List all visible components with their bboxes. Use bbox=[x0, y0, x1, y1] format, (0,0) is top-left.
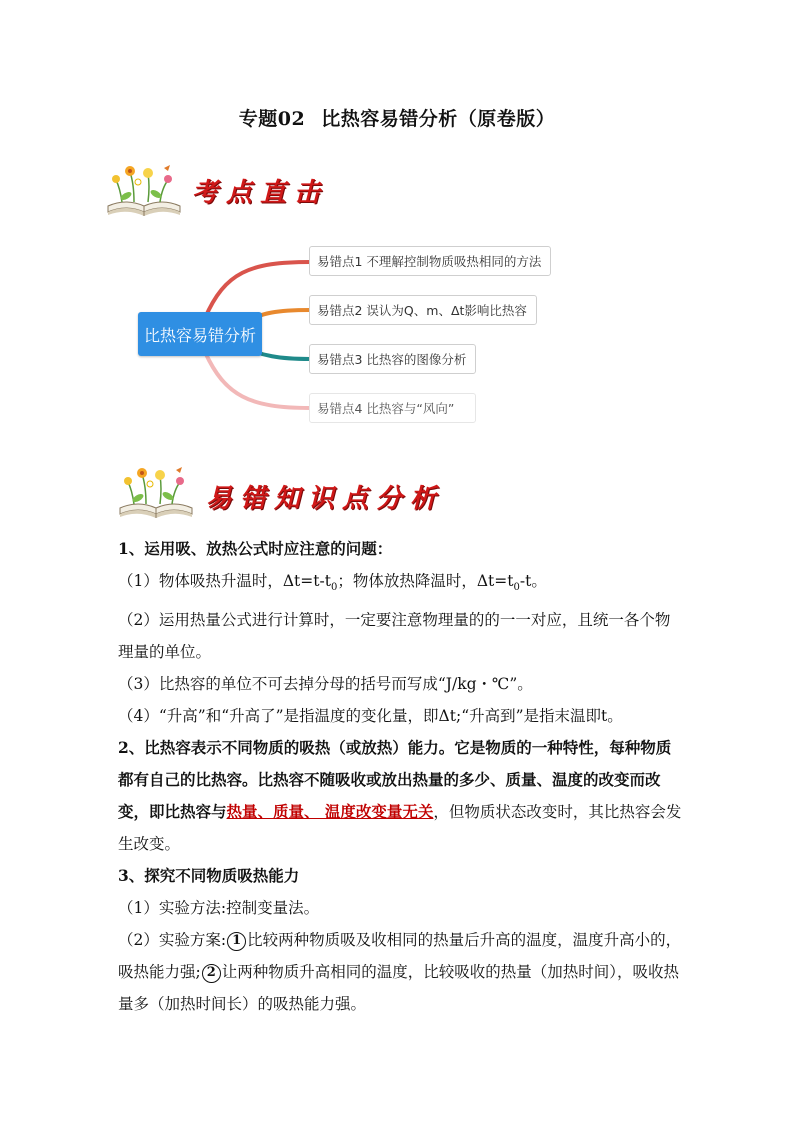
point-3-item-1: （1）实验方法:控制变量法。 bbox=[118, 899, 320, 918]
topic-title: 比热容易错分析（原卷版） bbox=[321, 108, 556, 130]
point-1-item-3: （3）比热容的单位不可去掉分母的括号而写成“J/kg・℃”。 bbox=[118, 675, 533, 694]
point-3-item-2: （2）实验方案: 1 比较两种物质吸及收相同的热量后升高的温度，温度升高小的，吸热能力强; 2 让两种物质升高相同的温度，比较吸收的热量（加热时间），吸收热量多（加热时间长）的吸热能力强。 bbox=[118, 931, 682, 1014]
mindmap-branch-4: 易错点4 比热容与“风向” bbox=[309, 393, 476, 423]
mindmap-branch-2: 易错点2 误认为Q、m、Δt影响比热容 bbox=[309, 295, 537, 325]
open-book-flowers-icon bbox=[116, 464, 196, 520]
circled-number-1: 1 bbox=[227, 932, 246, 951]
content-body bbox=[118, 533, 684, 1020]
point-1-item-4: （4）“升高”和“升高了”是指温度的变化量，即Δt;“升高到”是指末温即t。 bbox=[118, 707, 623, 726]
section-title: 考点直击 bbox=[192, 178, 329, 208]
point-1-item-2: （2）运用热量公式进行计算时，一定要注意物理量的的一一对应，且统一各个物理量的单位。 bbox=[118, 611, 671, 662]
topic-number: 专题02 bbox=[238, 108, 306, 130]
section-title: 易错知识点分析 bbox=[206, 484, 445, 514]
mindmap-branch-3: 易错点3 比热容的图像分析 bbox=[309, 344, 476, 374]
mindmap-root: 比热容易错分析 bbox=[138, 312, 262, 356]
highlight-text: 热量、质量、 温度改变量无关 bbox=[226, 802, 434, 822]
mindmap-branch-1: 易错点1 不理解控制物质吸热相同的方法 bbox=[309, 246, 551, 276]
mindmap-connectors bbox=[0, 0, 794, 460]
point-2: 2、比热容表示不同物质的吸热（或放热）能力。它是物质的一种特性，每种物质都有自己的比热容。比热容不随吸收或放出热量的多少、质量、温度的改变而改变，即比热容与热量、质量、 温度改变量无关，但物质状态改变时，其比热容会发生改变。 bbox=[118, 738, 682, 854]
point-1-item-1: （1）物体吸热升温时，$\Delta t=t-t_0$；物体放热降温时，$\Delta t=t_0-t$。 bbox=[118, 572, 547, 594]
point-1-heading: 1、运用吸、放热公式时应注意的问题： bbox=[118, 539, 393, 558]
point-3-heading: 3、探究不同物质吸热能力 bbox=[118, 866, 300, 886]
section-header-2 bbox=[116, 464, 516, 520]
circled-number-2: 2 bbox=[202, 964, 221, 983]
